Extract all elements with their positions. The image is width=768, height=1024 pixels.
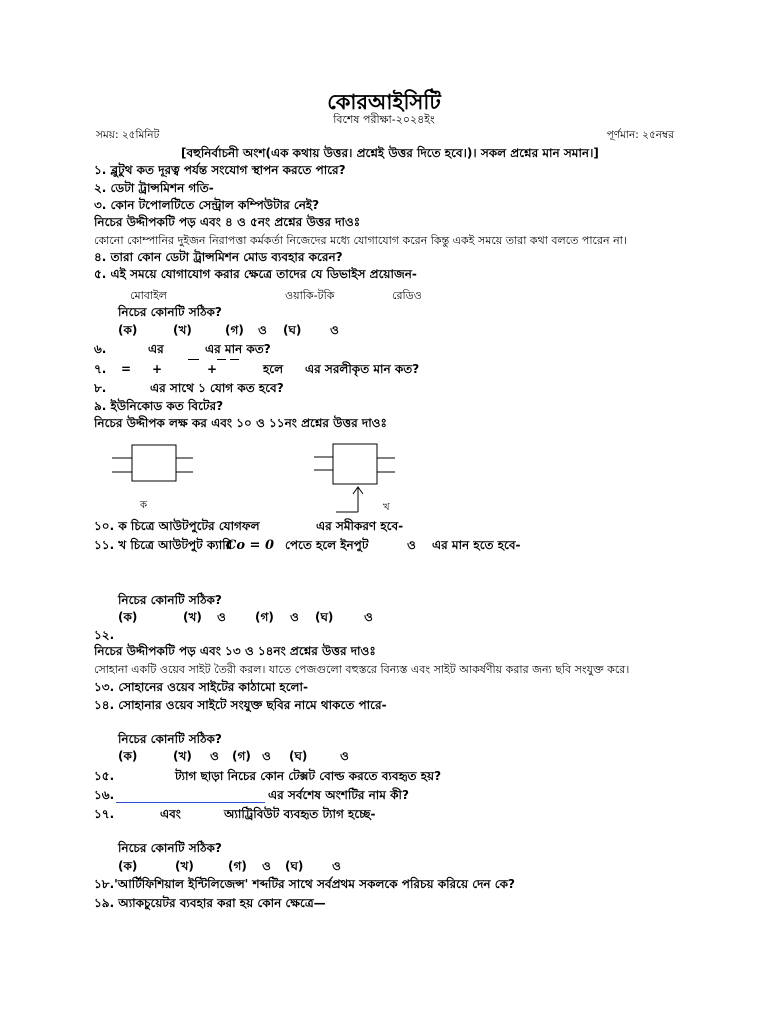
question-13: ১৩. সোহানের ওয়েব সাইটের কাঠামো হলো- (94, 680, 308, 694)
question-18: ১৮.'আর্টিফিশিয়াল ইন্টিলিজেন্স' শব্দটির সাথে সর্বপ্রথম সকলকে পরিচয় করিয়ে দেন কে? (94, 877, 515, 891)
question-5-choice-token: (ঘ) (283, 323, 302, 337)
question-11-and: ও (407, 538, 416, 552)
diagram-label-a: ক (140, 500, 147, 511)
question-5-choice-token: (ক) (118, 323, 138, 337)
question-9: ৯. ইউনিকোড কত বিটের? (94, 399, 224, 413)
stimulus-3-instruction: নিচের উদ্দীপকটি পড় এবং ১৩ ও ১৪নং প্রশ্নের উত্তর দাওঃ (94, 644, 376, 658)
question-5-choice-token: (খ) (173, 323, 192, 337)
question-5-choice-token: ও (258, 323, 267, 337)
question-10-part-1: ১০. ক চিত্রে আউটপুটের যোগফল (94, 519, 260, 533)
question-4: ৪. তারা কোন ডেটা ট্রান্সমিশন মোড ব্যবহার করেন? (94, 250, 343, 264)
question-11-choice-token: ও (217, 610, 226, 624)
question-1: ১. ব্লুটুথ কত দূরত্ব পর্যন্ত সংযোগ স্থাপন করতে পারে? (94, 163, 346, 177)
question-17-choice-token: ও (332, 859, 341, 873)
q7-overbar (230, 359, 239, 360)
question-14-choice-token: ও (210, 749, 219, 763)
question-14-choice-token: ও (262, 749, 271, 763)
question-14-prompt: নিচের কোনটি সঠিক? (118, 732, 222, 746)
exam-title: কোরআইসিটি (327, 90, 441, 114)
question-7-rest: এর সরলীকৃত মান কত? (305, 362, 420, 376)
question-11-part-2: পেতে হলে ইনপুট (285, 538, 369, 552)
stimulus-1-instruction: নিচের উদ্দীপকটি পড় এবং ৪ ও ৫নং প্রশ্নের উত্তর দাওঃ (94, 215, 361, 229)
question-7-equals: = (121, 362, 132, 376)
question-8-number: ৮. (94, 381, 107, 395)
adder-box-a (132, 445, 176, 481)
question-5-item-3: রেডিও (392, 289, 422, 302)
question-19: ১৯. অ্যাকচুয়েটর ব্যবহার করা হয় কোন ক্ষেত্রে— (94, 896, 326, 910)
question-14-choice-token: (ঘ) (289, 749, 308, 763)
question-12: ১২. (94, 628, 115, 642)
question-5-choice-token: (গ) (225, 323, 244, 337)
question-5-prompt: নিচের কোনটি সঠিক? (118, 305, 222, 319)
question-6-part-2: এর মান কত? (205, 342, 271, 356)
question-17-prompt: নিচের কোনটি সঠিক? (118, 841, 222, 855)
question-17-rest: অ্যাট্রিবিউট ব্যবহৃত ট্যাগ হচ্ছে- (224, 807, 376, 821)
question-17-choice-token: (ক) (118, 859, 138, 873)
q7-overbar (217, 359, 226, 360)
question-5-item-1: মোবাইল (130, 289, 167, 302)
question-14: ১৪. সোহানার ওয়েব সাইটে সংযুক্ত ছবির নামে থাকতে পারে- (94, 698, 387, 712)
question-17-number: ১৭. (94, 807, 115, 821)
q16-blank-underline (116, 802, 265, 803)
half-adder-block (112, 445, 193, 481)
question-17-choice-token: (খ) (175, 859, 194, 873)
question-11-part-3: এর মান হতে হবে- (432, 538, 521, 552)
question-11-choice-token: (খ) (183, 610, 202, 624)
question-16-rest: এর সর্বশেষ অংশটির নাম কী? (268, 788, 409, 802)
question-17-and: এবং (160, 807, 181, 821)
question-5-choice-token: ও (330, 323, 339, 337)
question-6-number: ৬. (94, 342, 107, 356)
question-10-part-2: এর সমীকরণ হবে- (316, 519, 404, 533)
question-5: ৫. এই সময়ে যোগাযোগ করার ক্ষেত্রে তাদের যে ডিভাইস প্রয়োজন- (94, 267, 417, 281)
question-3: ৩. কোন টপোলটিতে সেন্ট্রাল কম্পিউটার নেই? (94, 198, 320, 212)
exam-full-marks: পূর্ণমান: ২৫নম্বর (606, 129, 674, 141)
question-11-choice-token: (গ) (255, 610, 274, 624)
question-14-choice-token: (গ) (232, 749, 251, 763)
question-14-choice-token: (ক) (118, 749, 138, 763)
question-2: ২. ডেটা ট্রান্সমিশন গতি- (94, 181, 214, 195)
question-7-condition: হলে (263, 362, 284, 376)
question-17-choice-token: (ঘ) (285, 859, 304, 873)
q7-overbar (188, 359, 199, 360)
question-11-choice-token: ও (290, 610, 299, 624)
exam-instructions: [বহুনির্বাচনী অংশ(এক কথায় উত্তর। প্রশ্নেই উত্তর দিতে হবে।)। সকল প্রশ্নের মান সমান।] (181, 146, 599, 160)
question-7-plus: + (207, 362, 218, 376)
question-7-plus: + (152, 362, 163, 376)
question-15-rest: ট্যাগ ছাড়া নিচের কোন টেক্সট বোল্ড করতে ব্যবহৃত হয়? (175, 769, 442, 783)
diagram-label-b: খ (383, 502, 390, 513)
exam-subtitle: বিশেষ পরীক্ষা-২০২৪ইং (333, 113, 435, 126)
question-8-rest: এর সাথে ১ যোগ কত হবে? (150, 381, 284, 395)
question-11-part-1: ১১. খ চিত্রে আউটপুট ক্যারি (94, 538, 233, 552)
question-14-choice-token: (খ) (173, 749, 192, 763)
adder-box-b (333, 444, 377, 484)
question-5-item-2: ওয়াকি-টকি (285, 289, 335, 302)
question-11-prompt: নিচের কোনটি সঠিক? (118, 593, 222, 607)
question-16-number: ১৬. (94, 788, 115, 802)
question-11-choice-token: (ক) (118, 610, 138, 624)
question-11-choice-token: ও (364, 610, 373, 624)
question-17-choice-token: ও (262, 859, 271, 873)
question-11-math: Co = 0 (226, 538, 275, 553)
question-7-number: ৭. (94, 362, 107, 376)
question-14-choice-token: ও (340, 749, 349, 763)
stimulus-3-passage: সোহানা একটি ওয়েব সাইট তৈরী করল। যাতে পেজগুলো বহুস্তরে বিন্যস্ত এবং সাইট আকর্ষণীয় করার জন্য ছবি সংযুক্ত করে। (94, 663, 630, 676)
stimulus-2-instruction: নিচের উদ্দীপক লক্ষ কর এবং ১০ ও ১১নং প্রশ্নের উত্তর দাওঃ (94, 416, 387, 430)
question-17-choice-token: (গ) (228, 859, 247, 873)
question-11-choice-token: (ঘ) (315, 610, 334, 624)
question-15-number: ১৫. (94, 769, 115, 783)
stimulus-1-passage: কোনো কোম্পানির দুইজন নিরাপত্তা কর্মকর্তা নিজেদের মধ্যে যোগাযোগ করেন কিন্তু একই সময়ে তারা কথা বলতে পারেন না। (94, 234, 627, 247)
exam-time: সময়: ২৫মিনিট (96, 129, 160, 141)
question-6-part-1: এর (148, 342, 164, 356)
